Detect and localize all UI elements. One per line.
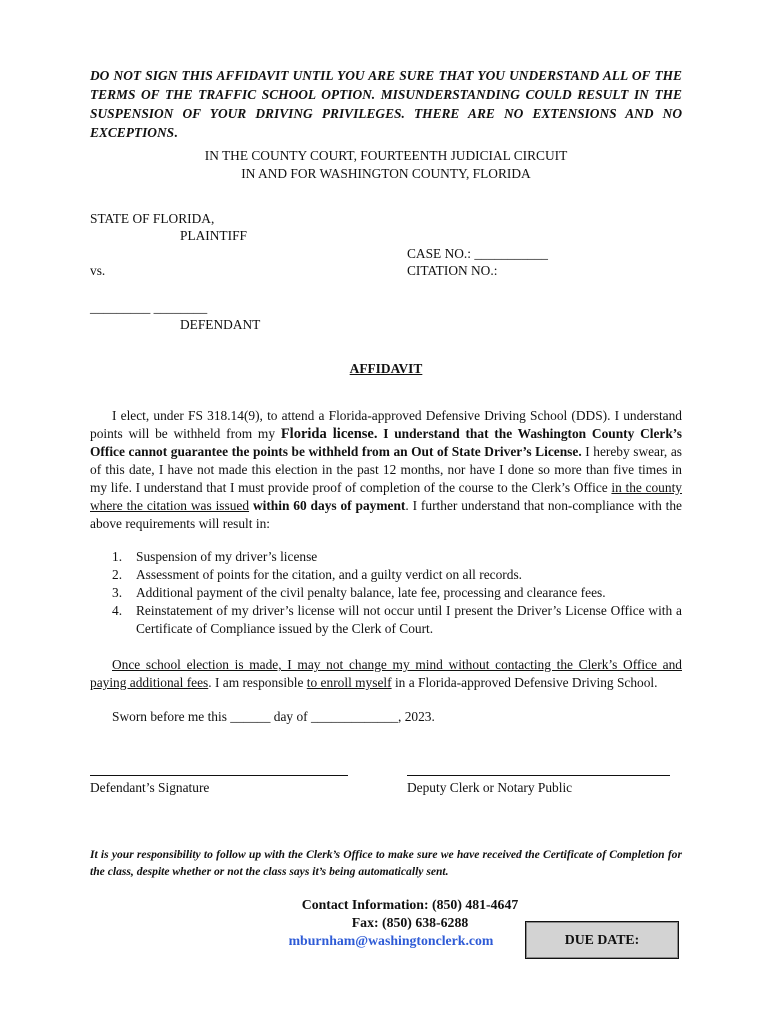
versus-label: vs. <box>90 263 106 278</box>
court-header <box>90 147 682 183</box>
election-paragraph: Once school election is made, I may not change my mind without contacting the Clerk’s Office and paying additional fees. I am responsible to enroll myself in a Florida-approved Defensive Driving School. <box>90 657 682 690</box>
list-item: 3. Additional payment of the civil penalty balance, late fee, processing and clearance fees. <box>112 585 606 600</box>
affidavit-title: AFFIDAVIT <box>349 361 423 376</box>
defendant-blank: _________ ________ <box>90 300 208 315</box>
contact-block <box>260 896 560 950</box>
case-number: CASE NO.: ___________ <box>407 246 548 261</box>
list-item: 1. Suspension of my driver’s license <box>112 549 318 564</box>
citation-number: CITATION NO.: <box>407 263 498 278</box>
court-line-2: IN AND FOR WASHINGTON COUNTY, FLORIDA <box>241 166 531 181</box>
consequences-list <box>90 548 682 638</box>
list-item: 2. Assessment of points for the citation, and a guilty verdict on all records. <box>112 567 523 582</box>
plaintiff-name: STATE OF FLORIDA, <box>90 211 215 226</box>
sworn-statement: Sworn before me this ______ day of _____________, 2023. <box>112 709 435 724</box>
contact-email-link[interactable]: mburnham@washingtonclerk.com <box>288 933 494 948</box>
clerk-signature-line[interactable] <box>407 775 670 776</box>
defendant-role: DEFENDANT <box>180 317 261 332</box>
warning-notice: DO NOT SIGN THIS AFFIDAVIT UNTIL YOU ARE SURE THAT YOU UNDERSTAND ALL OF THE TERMS OF THE TRAFFIC SCHOOL OPTION. MISUNDERSTANDING COULD RESULT IN THE SUSPENSION OF YOUR DRIVING PRIVILEGES. THERE ARE NO EXTENSIONS AND NO EXCEPTIONS. <box>90 68 682 140</box>
plaintiff-role: PLAINTIFF <box>180 228 247 243</box>
defendant-signature-line[interactable] <box>90 775 348 776</box>
affidavit-body: I elect, under FS 318.14(9), to attend a Florida-approved Defensive Driving School (DDS). I understand points will be withheld from my Florida license. I understand that the Washington County Clerk’s Office cannot guarantee the points be withheld from an Out of State Driver’s License. I hereby swear, as of this date, I have not made this election in the past 12 months, nor have I done so more than five times in my life. I understand that I must provide proof of completion of the course to the Clerk’s Office in the county where the citation was issued within 60 days of payment. I further understand that non-compliance with the above requirements will result in: <box>90 408 683 531</box>
list-item: 4. Reinstatement of my driver’s license will not occur until I present the Driver’s License Office with a Certificate of Compliance issued by the Clerk of Court. <box>112 603 682 636</box>
contact-phone: Contact Information: (850) 481-4647 <box>301 897 519 912</box>
contact-fax: Fax: (850) 638-6288 <box>351 915 469 930</box>
clerk-signature-label: Deputy Clerk or Notary Public <box>407 780 573 795</box>
court-line-1: IN THE COUNTY COURT, FOURTEENTH JUDICIAL CIRCUIT <box>204 148 568 163</box>
responsibility-note: It is your responsibility to follow up with the Clerk’s Office to make sure we have received the Certificate of Completion for the class, despite whether or not the class says it’s being automatically sent. <box>90 848 682 878</box>
due-date-box: DUE DATE: <box>525 921 679 959</box>
defendant-signature-label: Defendant’s Signature <box>90 780 210 795</box>
